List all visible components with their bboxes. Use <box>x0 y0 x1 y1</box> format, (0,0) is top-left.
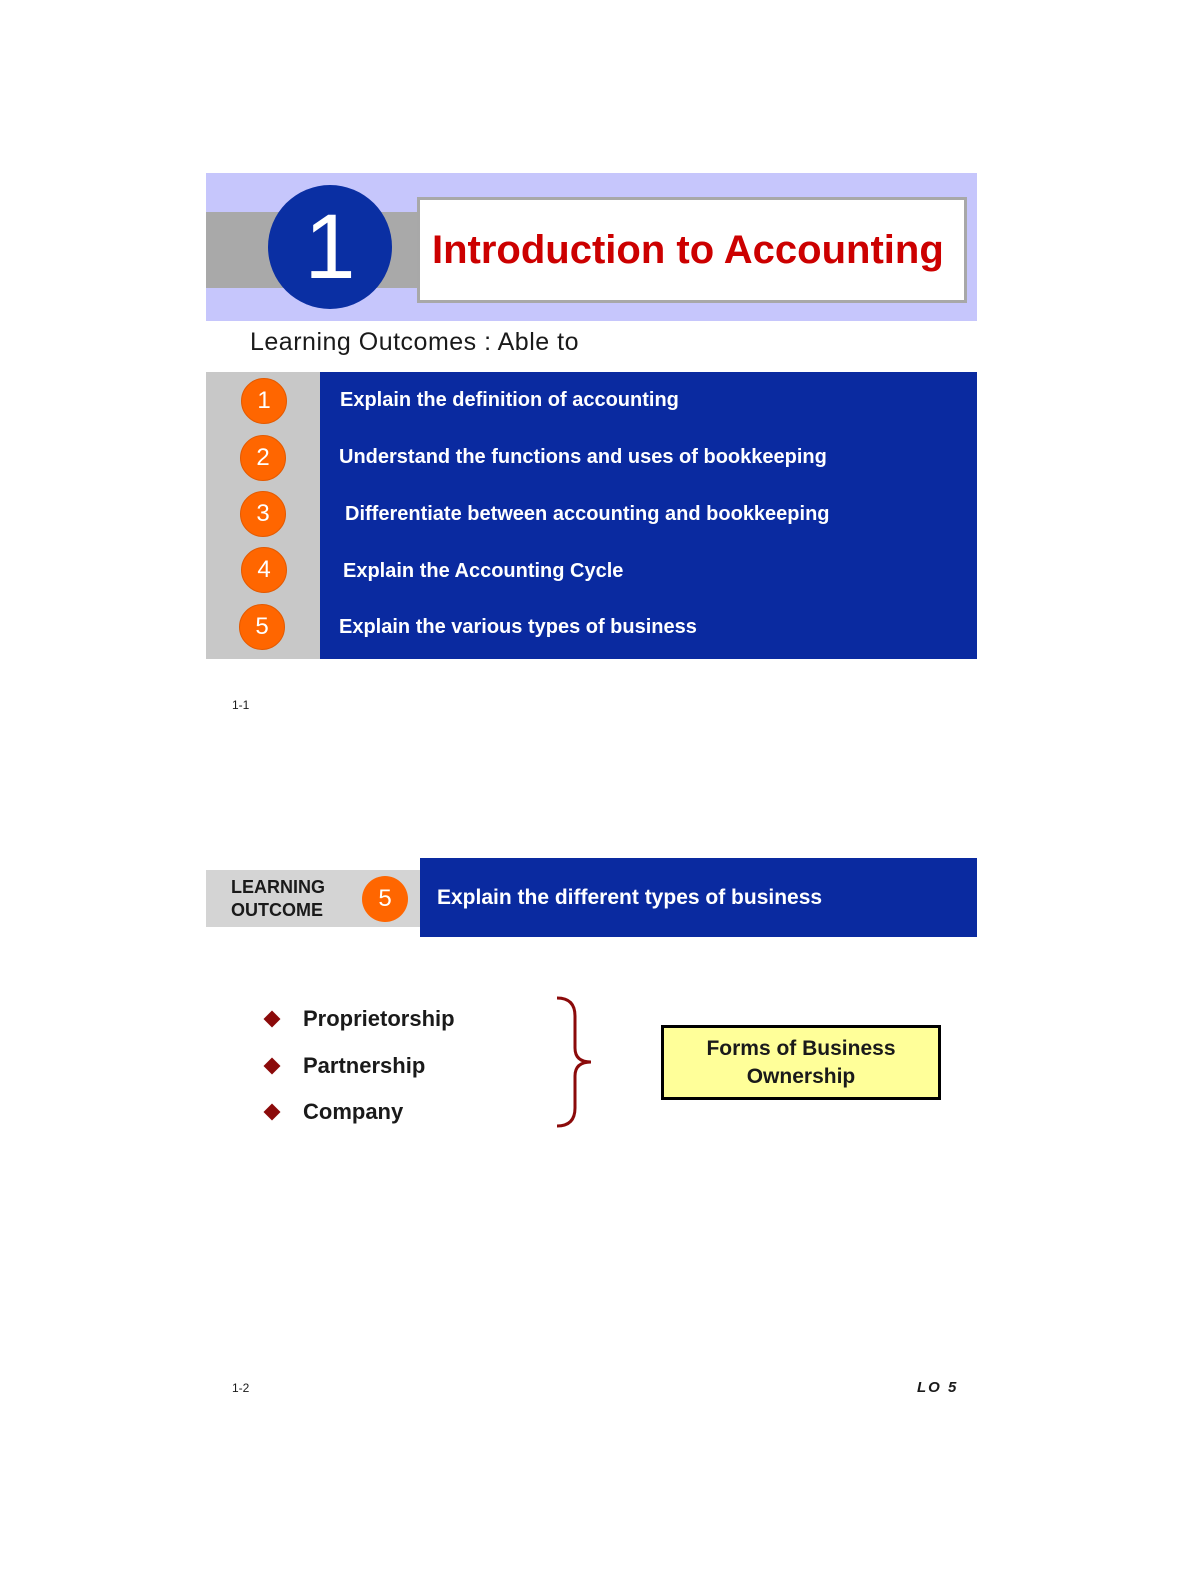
outcome-item-3: Differentiate between accounting and bookkeeping <box>345 503 830 525</box>
learning-outcome-label <box>231 876 325 922</box>
bullet-text: Company <box>303 1099 404 1124</box>
learning-outcome-label-line1: LEARNING <box>231 877 325 897</box>
outcome-badge-1 <box>241 378 287 424</box>
outcome-number: 3 <box>256 500 270 527</box>
outcome-item-2: Understand the functions and uses of bookkeeping <box>339 446 827 468</box>
bullet-text: Proprietorship <box>303 1006 455 1031</box>
learning-outcome-label-line2: OUTCOME <box>231 900 323 920</box>
forms-box-line2: Ownership <box>746 1064 856 1088</box>
outcome-number: 1 <box>257 387 271 414</box>
outcome-badge-5 <box>239 604 285 650</box>
outcomes-heading: Learning Outcomes : Able to <box>250 328 579 356</box>
outcome-item-5: Explain the various types of business <box>339 616 697 638</box>
title-box <box>417 197 967 303</box>
diamond-bullet-icon <box>264 1011 281 1028</box>
chapter-number: 1 <box>304 196 356 298</box>
outcome-number: 4 <box>257 556 271 583</box>
page-title: Introduction to Accounting <box>432 227 944 272</box>
bullet-item-partnership <box>266 1053 425 1079</box>
diamond-bullet-icon <box>264 1104 281 1121</box>
outcome-number: 2 <box>256 444 270 471</box>
outcome-badge-4 <box>241 547 287 593</box>
learning-outcome-text: Explain the different types of business <box>437 885 823 909</box>
slide1-page-number: 1-1 <box>232 698 250 712</box>
outcome-badge-2 <box>240 435 286 481</box>
outcome-item-4: Explain the Accounting Cycle <box>343 560 624 582</box>
forms-of-business-box <box>661 1025 941 1100</box>
outcome-item-1: Explain the definition of accounting <box>340 389 679 411</box>
learning-outcome-badge <box>362 876 408 922</box>
bullet-item-proprietorship <box>266 1006 455 1032</box>
learning-outcome-number: 5 <box>378 885 392 912</box>
curly-brace-icon <box>555 996 597 1128</box>
forms-box-line1: Forms of Business <box>706 1036 896 1060</box>
chapter-number-circle <box>268 185 392 309</box>
outcome-number: 5 <box>255 613 269 640</box>
outcome-badge-3 <box>240 491 286 537</box>
learning-outcome-banner <box>420 858 977 937</box>
slide2-page-number: 1-2 <box>232 1381 250 1395</box>
learning-outcome-tag: LO 5 <box>917 1379 959 1396</box>
bullet-text: Partnership <box>303 1053 426 1078</box>
diamond-bullet-icon <box>264 1058 281 1075</box>
bullet-item-company <box>266 1099 403 1125</box>
